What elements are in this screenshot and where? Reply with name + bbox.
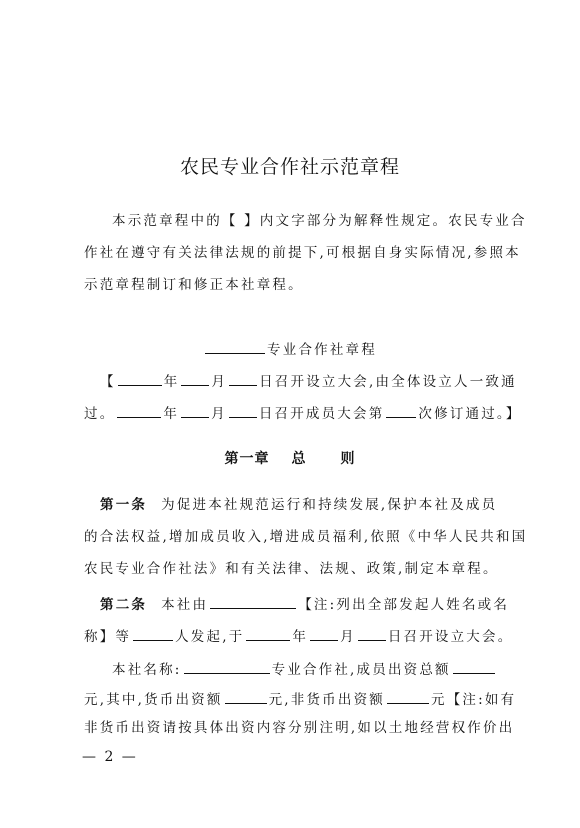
adoption-text-1: 日召开设立大会,由全体设立人一致通 (259, 374, 517, 390)
adoption-month-label: 月 (211, 374, 228, 390)
name-line-1 (112, 659, 514, 679)
blank-revision-month (181, 403, 209, 418)
blank-noncash-capital (387, 689, 429, 704)
noncash-capital-label: 元,非货币出资额 (268, 692, 385, 708)
blank-founding-month (310, 626, 338, 641)
article-2-text-4: 日召开设立大会。 (387, 629, 514, 645)
article-2-text-1: 本社由 (161, 597, 209, 613)
chapter-label: 第一章 (224, 451, 270, 467)
noncash-note-start: 元【注:如有 (431, 692, 517, 708)
cash-capital-label: 元,其中,货币出资额 (84, 692, 223, 708)
adoption-year-label: 年 (163, 374, 180, 390)
article-2-text-3: 人发起,于 (175, 629, 245, 645)
intro-line-3: 示范章程制订和修正本社章程。 (84, 277, 304, 293)
blank-cash-capital (225, 689, 267, 704)
blank-cooperative-name (205, 339, 265, 354)
article-1-line-1 (100, 496, 502, 514)
revision-year-label: 年 (163, 406, 180, 422)
chapter-heading (0, 450, 580, 468)
revision-month-label: 月 (211, 406, 227, 422)
blank-day (229, 371, 257, 386)
name-line-3: 非货币出资请按具体出资内容分别注明,如以土地经营权作价出 (84, 720, 515, 736)
chapter-name-2: 则 (340, 451, 356, 467)
article-1-heading: 第一条 (100, 497, 148, 513)
blank-year (118, 371, 162, 386)
blank-founders (210, 594, 296, 609)
chapter-name-1: 总 (291, 451, 307, 467)
blank-capital-total (453, 659, 495, 674)
revision-text: 日召开成员大会第 (258, 406, 385, 422)
adoption-text-2: 过。 (84, 406, 116, 422)
blank-founding-year (246, 626, 290, 641)
article-1-line-2: 的合法权益,增加成员收入,增进成员福利,依照《中华人民共和国 (84, 529, 528, 545)
blank-cooperative-full-name (184, 659, 270, 674)
article-1-text-1: 为促进本社规范运行和持续发展,保护本社及成员 (161, 497, 498, 513)
adoption-open-bracket: 【 (100, 374, 116, 390)
document-title: 农民专业合作社示范章程 (179, 156, 400, 178)
blank-month (181, 371, 209, 386)
blank-revision-day (229, 403, 257, 418)
page-number: — 2 — (82, 749, 138, 765)
revision-text-end: 次修订通过。】 (418, 406, 522, 422)
adoption-line-1 (100, 371, 517, 391)
cooperative-name-label: 本社名称: (112, 662, 182, 678)
adoption-line-2 (84, 403, 522, 423)
article-2-line-2 (84, 626, 514, 646)
blank-founder-count (133, 626, 173, 641)
capital-total-label: 专业合作社,成员出资总额 (271, 662, 451, 678)
intro-line-2: 作社在遵守有关法律法规的前提下,可根据自身实际情况,参照本 (84, 245, 521, 261)
article-1-line-3: 农民专业合作社法》和有关法律、法规、政策,制定本章程。 (84, 561, 499, 577)
article-2-note: 【注:列出全部发起人姓名或名 (298, 597, 510, 613)
blank-revision-year (117, 403, 161, 418)
founding-month-label: 月 (340, 629, 356, 645)
charter-title-text: 专业合作社章程 (267, 342, 377, 358)
article-2-line-1 (100, 594, 510, 614)
founding-year-label: 年 (292, 629, 309, 645)
name-line-2 (84, 689, 517, 709)
article-2-heading: 第二条 (100, 597, 148, 613)
article-2-text-2: 称】等 (84, 629, 132, 645)
blank-founding-day (358, 626, 386, 641)
blank-revision-number (386, 403, 416, 418)
intro-line-1: 本示范章程中的【 】内文字部分为解释性规定。农民专业合 (112, 213, 527, 229)
charter-title (0, 339, 580, 359)
